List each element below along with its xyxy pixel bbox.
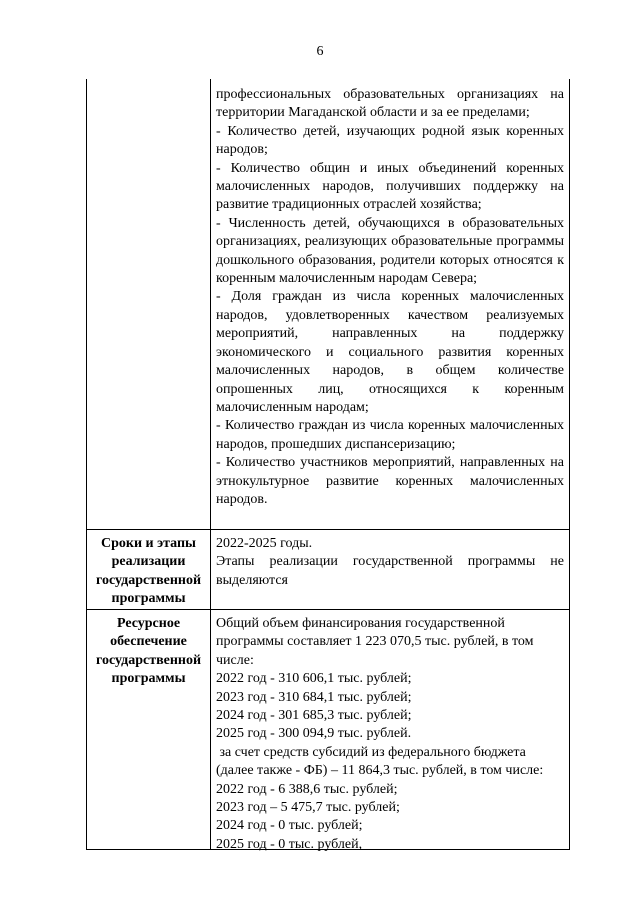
indicator-paragraph: профессиональных образовательных организациях на территории Магаданской области и за ее пределами; bbox=[216, 87, 564, 121]
indicator-paragraph: - Доля граждан из числа коренных малочисленных народов, удовлетворенных качеством реализуемых мероприятий, направленных на поддержку экономического и социального развития коренных малочисленных народов, в общем количестве опрошенных лиц, относящихся к коренным малочисленным народам; bbox=[216, 289, 564, 415]
funding-year: 2025 год - 300 094,9 тыс. рублей. bbox=[216, 726, 412, 742]
funding-year: 2024 год - 301 685,3 тыс. рублей; bbox=[216, 708, 412, 724]
timing-label: Сроки и этапы реализации государственной программы bbox=[95, 536, 202, 607]
federal-funding-total: за счет средств субсидий из федерального бюджета (далее также - ФБ) – 11 864,3 тыс. рублей, в том числе: bbox=[216, 744, 544, 779]
timing-cell bbox=[216, 535, 564, 590]
column-divider bbox=[210, 79, 211, 849]
funding-total: Общий объем финансирования государственной программы составляет 1 223 070,5 тыс. рублей, в том числе: bbox=[216, 616, 534, 668]
indicators-cell bbox=[216, 86, 564, 509]
funding-year: 2022 год - 310 606,1 тыс. рублей; bbox=[216, 671, 412, 687]
indicator-paragraph: - Количество общин и иных объединений коренных малочисленных народов, получивших поддержку на развитие традиционных отраслей хозяйства; bbox=[216, 160, 564, 213]
resources-label: Ресурсное обеспечение государственной программы bbox=[95, 616, 202, 687]
federal-funding-year: 2024 год - 0 тыс. рублей; bbox=[216, 818, 363, 834]
federal-funding-year: 2023 год – 5 475,7 тыс. рублей; bbox=[216, 800, 400, 816]
federal-funding-year: 2025 год - 0 тыс. рублей, bbox=[216, 836, 363, 852]
funding-year: 2023 год - 310 684,1 тыс. рублей; bbox=[216, 689, 412, 705]
indicator-paragraph: - Численность детей, обучающихся в образовательных организациях, реализующих образовательные программы дошкольного образования, родители которых относятся к коренным малочисленным народам Севера; bbox=[216, 215, 564, 287]
federal-funding-year: 2022 год - 6 388,6 тыс. рублей; bbox=[216, 781, 398, 797]
page-number: 6 bbox=[316, 44, 324, 59]
timing-stages: Этапы реализации государственной программы не выделяются bbox=[216, 554, 564, 588]
row-divider bbox=[87, 529, 569, 530]
row-divider bbox=[87, 609, 569, 610]
indicator-paragraph: - Количество участников мероприятий, направленных на этнокультурное развитие коренных малочисленных народов. bbox=[216, 455, 564, 507]
indicator-paragraph: - Количество детей, изучающих родной язык коренных народов; bbox=[216, 123, 564, 158]
timing-years: 2022-2025 годы. bbox=[216, 536, 313, 551]
resources-cell bbox=[216, 615, 564, 854]
passport-table bbox=[86, 79, 570, 850]
indicator-paragraph: - Количество граждан из числа коренных малочисленных народов, прошедших диспансеризацию; bbox=[216, 418, 564, 452]
